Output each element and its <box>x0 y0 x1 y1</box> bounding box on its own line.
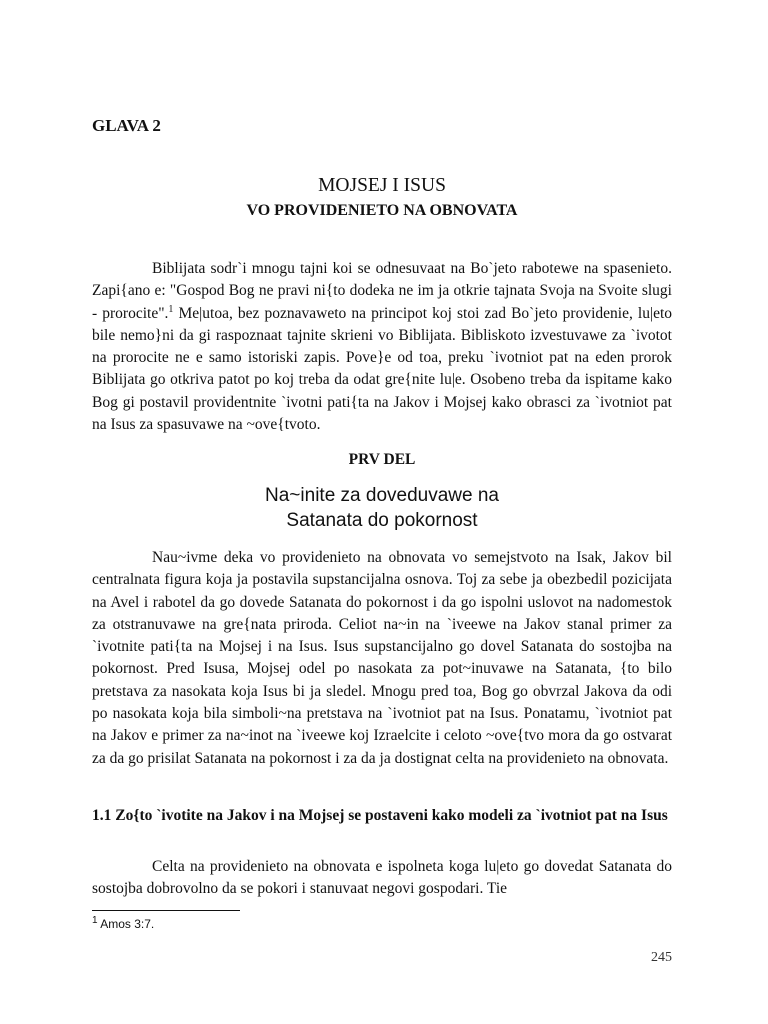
footnote-marker: 1 <box>92 915 98 926</box>
section-title <box>92 483 672 533</box>
chapter-label: GLAVA 2 <box>92 116 161 135</box>
footnote-text: Amos 3:7. <box>97 917 155 931</box>
intro-paragraph <box>92 258 672 436</box>
part-label: PRV DEL <box>348 451 416 468</box>
footnote-reference[interactable]: 1 <box>168 303 174 315</box>
chapter-title: MOJSEJ I ISUS <box>318 175 446 196</box>
section-title-line-2: Satanata do pokornost <box>286 510 478 531</box>
section-title-line-1: Na~inite za doveduvawe na <box>265 485 499 506</box>
body-paragraph-continued: Celta na providenieto na obnovata e ispolneta koga lu|eto go dovedat Satanata do sostojba dobrovolno da se pokori i stanuvaat negovi gospodari. Tie <box>92 858 672 898</box>
footnote-divider <box>92 910 240 911</box>
subsection-heading: 1.1 Zo{to `ivotite na Jakov i na Mojsej se postaveni kako modeli za `ivotniot pat na Isus <box>92 807 668 824</box>
page-number: 245 <box>651 950 672 965</box>
intro-text-after-note: Me|utoa, bez poznavaweto na principot koj stoi zad Bo`jeto providenie, lu|eto bile nemo}ni da gi raspoznaat tajnite skrieni vo Biblijata. Bibliskoto izvestuvawe za `ivotot na prorocite ne e samo istoriski zapis. Pove}e od toa, preku `ivotniot pat na eden prorok Biblijata go otkriva patot po koj treba da odat gre{nite lu|e. Osobeno treba da ispitame kako Bog gi postavil providentnite `ivotni pati{ta na Jakov i Mojsej kako obrasci za `ivotniot pat na Isus za spasuvawe na ~ove{tvoto. <box>92 304 673 434</box>
footnote <box>92 917 154 931</box>
intro-text-before-note: Biblijata sodr`i mnogu tajni koi se odnesuvaat na Bo`jeto rabotewe na spasenieto. Zapi{ano e: "Gospod Bog ne pravi ni{to dodeka ne im ja otkrie tajnata Svoja na Svoite slugi - prorocite". <box>92 260 672 322</box>
body-paragraph: Nau~ivme deka vo providenieto na obnovata vo semejstvoto na Isak, Jakov bil centralnata figura koja ja postavila supstancijalna osnova. Toj za sebe ja obezbedil pozicijata na Avel i rabotel da go dovede Satanata do pokornost i da go ispolni uslovot na nadomestok za otstranuvawe na gre{nata priroda. Celiot na~in na `iveewe na Jakov stanal primer za `ivotnite pati{ta na Mojsej i na Isus. Isus supstancijalno go dovel Satanata do sostojba na pokornost. Pred Isusa, Mojsej odel po nasokata za pot~inuvawe na Satanata, {to bilo pretstava za nasokata koja Isus bi ja sledel. Mnogu pred toa, Bog go obvrzal Jakova da odi po nasokata koja bila simboli~na pretstava na `ivotniot pat na Isus. Ponatamu, `ivotniot pat na Jakov e primer za na~inot na `iveewe koj Izraelcite i celoto ~ove{tvo mora da go ostvarat za da go prisilat Satanata na pokornost i za da ja dostignat celta na providenieto na obnovata. <box>92 549 672 767</box>
chapter-subtitle: VO PROVIDENIETO NA OBNOVATA <box>246 202 518 219</box>
book-page <box>92 0 672 1024</box>
